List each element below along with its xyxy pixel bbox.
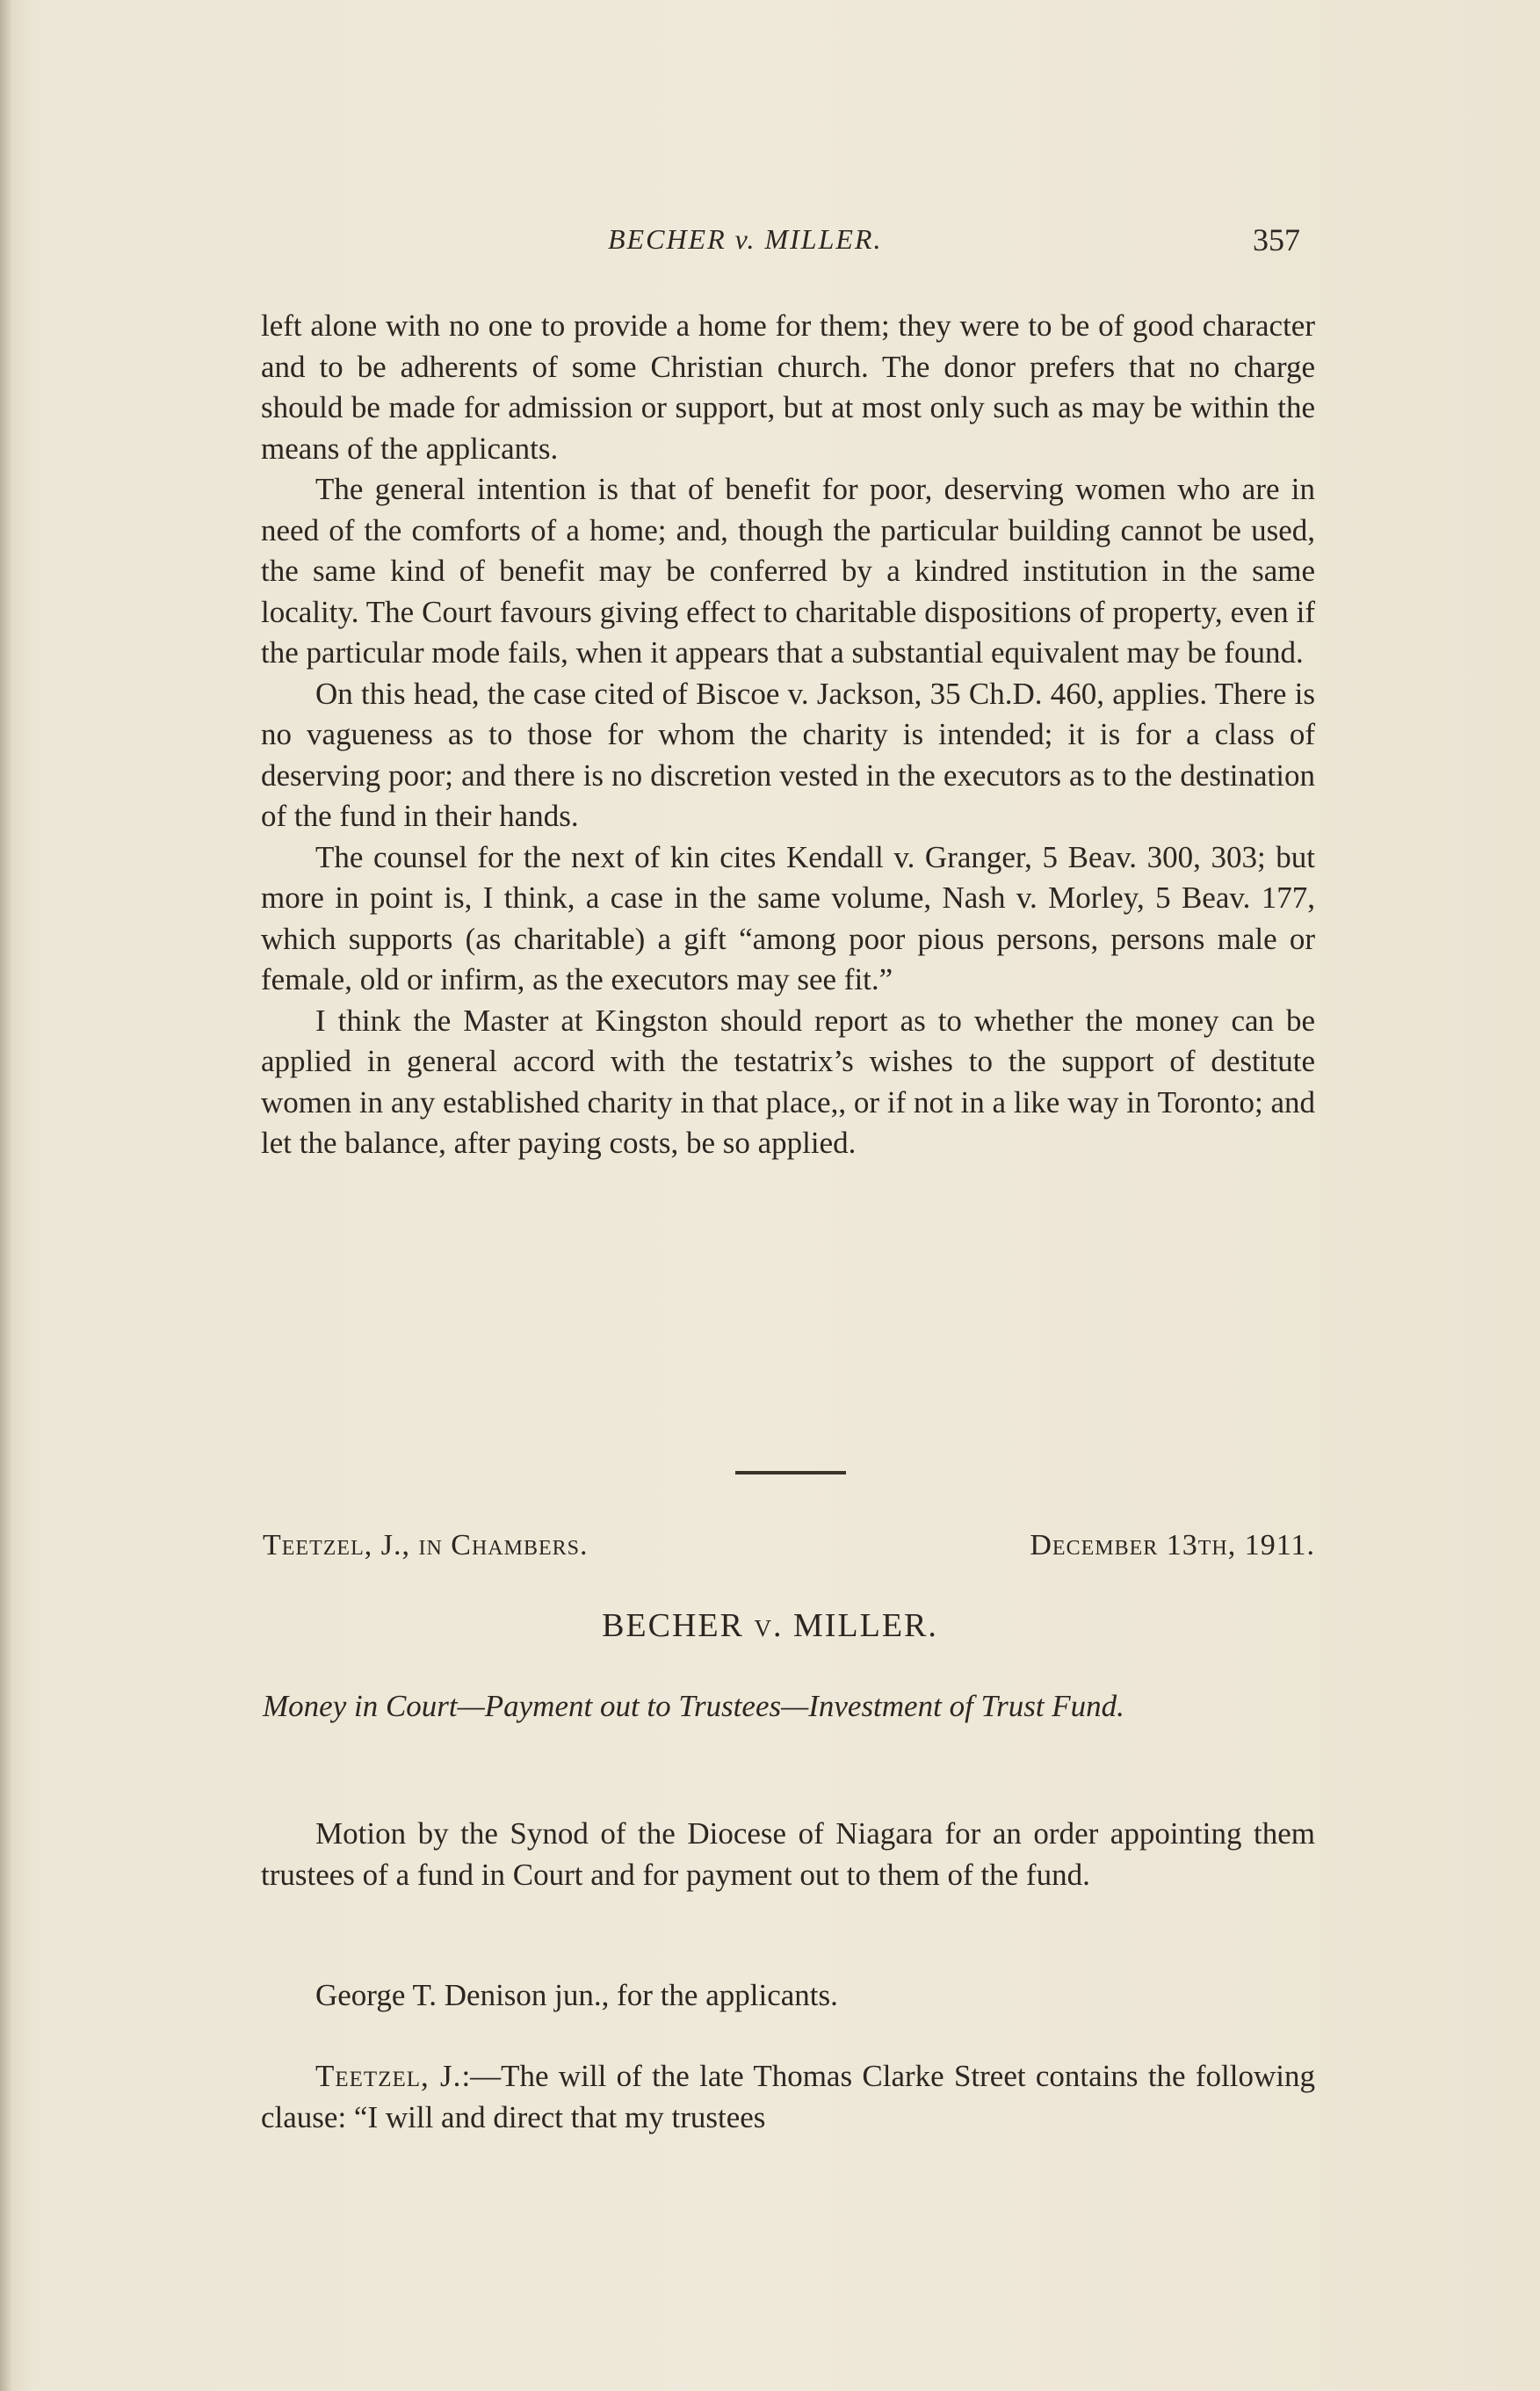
headnote	[263, 1685, 1315, 1728]
case-date: December 13th, 1911.	[1030, 1529, 1315, 1561]
section-divider	[735, 1471, 846, 1474]
running-header	[264, 223, 1300, 267]
case-title: BECHER v. MILLER.	[602, 1607, 938, 1644]
binding-gutter	[0, 0, 12, 2391]
paragraph: The counsel for the next of kin cites Kendall v. Granger, 5 Beav. 300, 303; but more in point is, I think, a case in the same volume, Nash v. Morley, 5 Beav. 177, which supports (as charitable) a gift “among poor pious persons, persons male or female, old or infirm, as the executors may see fit.”	[261, 839, 1315, 996]
paragraph: On this head, the case cited of Biscoe v. Jackson, 35 Ch.D. 460, applies. There is no vagueness as to those for whom the charity is intended; it is for a class of deserving poor; and there is no discretion vested in the executors as to the destination of the fund in their hands.	[261, 676, 1315, 833]
case-judge: Teetzel, J., in Chambers.	[263, 1529, 589, 1561]
headnote-text: Money in Court—Payment out to Trustees—Investment of Trust Fund.	[263, 1689, 1124, 1723]
page-number: 357	[1253, 222, 1300, 257]
judgment-opening	[261, 2056, 1315, 2138]
running-title: BECHER v. MILLER.	[608, 223, 883, 255]
counsel-section	[261, 1975, 1315, 2017]
judgment-section	[261, 2056, 1315, 2138]
motion-paragraph: Motion by the Synod of the Diocese of Niagara for an order appointing them trustees of a fund in Court and for payment out to them of the fund.	[261, 1816, 1315, 1892]
paragraph: left alone with no one to provide a home for them; they were to be of good character and to be adherents of some Christian church. The donor prefers that no charge should be made for admission or support, but at most only such as may be within the means of the applicants.	[261, 308, 1315, 466]
motion-section	[261, 1814, 1315, 1895]
paragraph: The general intention is that of benefit for poor, deserving women who are in need of the comforts of a home; and, though the particular building cannot be used, the same kind of benefit may be conferred by a kindred institution in the same locality. The Court favours giving effect to charitable dispositions of property, even if the particular mode fails, when it appears that a substantial equivalent may be found.	[261, 472, 1315, 670]
counsel-line: George T. Denison jun., for the applicants.	[315, 1978, 838, 2012]
judgment-judge: Teetzel, J.	[315, 2059, 462, 2093]
case-header	[263, 1529, 1315, 1573]
judgment-continuation	[261, 306, 1315, 1164]
paragraph: I think the Master at Kingston should report as to whether the money can be applied in general accord with the testatrix’s wishes to the support of destitute women in any established charity in that place,, or if not in a like way in Toronto; and let the balance, after paying costs, be so applied.	[261, 1003, 1315, 1160]
judgment-text: :—The will of the late Thomas Clarke Street contains the following clause: “I will and direct that my trustees	[261, 2059, 1315, 2134]
